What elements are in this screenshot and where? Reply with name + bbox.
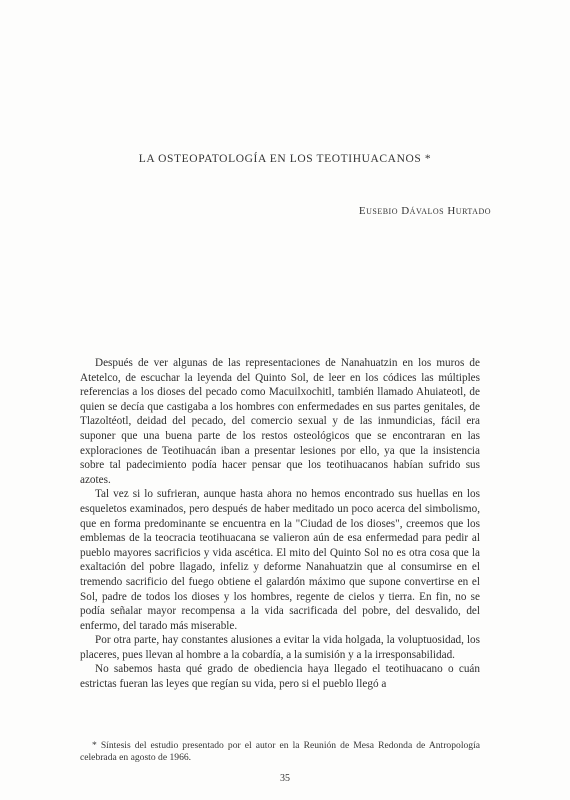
article-body [80, 356, 480, 692]
body-paragraph: Tal vez si lo sufrieran, aunque hasta ahora no hemos encontrado sus huellas en los esqueletos examinados, pero después de haber meditado un poco acerca del simbolismo, que en forma predominante se encuentra en la "Ciudad de los dioses", creemos que los emblemas de la teocracia teotihuacana se valieron aún de esa enfermedad para pedir al pueblo mayores sacrificios y vida ascética. El mito del Quinto Sol no es otra cosa que la exaltación del pobre llagado, infeliz y deforme Nanahuatzin que al consumirse en el tremendo sacrificio del fuego obtiene el galardón máximo que supone convertirse en el Sol, padre de todos los dioses y los hombres, regente de cielos y tierra. En fin, no se podía señalar mayor recompensa a la vida sacrificada del pobre, del desvalido, del enfermo, del tarado más miserable. [80, 488, 480, 632]
body-paragraph: No sabemos hasta qué grado de obediencia haya llegado el teotihuacano o cuán estrictas fueran las leyes que regían su vida, pero si el pueblo llegó a [80, 663, 480, 691]
article-title: LA OSTEOPATOLOGÍA EN LOS TEOTIHUACANOS * [138, 153, 432, 165]
page-number: 35 [280, 773, 290, 784]
article-author: Eusebio Dávalos Hurtado [358, 205, 491, 217]
footnote: * Síntesis del estudio presentado por el autor en la Reunión de Mesa Redonda de Antropología celebrada en agosto de 1966. [80, 740, 480, 764]
body-paragraph: Después de ver algunas de las representaciones de Nanahuatzin en los muros de Atetelco, de escuchar la leyenda del Quinto Sol, de leer en los códices las múltiples referencias a los dioses del pecado como Macuilxochitl, también llamado Ahuiateotl, de quien se decía que castigaba a los hombres con enfermedades en sus partes genitales, de Tlazoltéotl, deidad del pecado, del comercio sexual y de las inmundicias, fácil era suponer que una buena parte de los restos osteológicos que se encontraran en las exploraciones de Teotihuacán iban a presentar lesiones por ello, ya que la insistencia sobre tal padecimiento podía hacer pensar que los teotihuacanos habían sufrido sus azotes. [80, 357, 480, 486]
body-paragraph: Por otra parte, hay constantes alusiones a evitar la vida holgada, la voluptuosidad, los placeres, pues llevan al hombre a la cobardía, a la sumisión y a la irresponsabilidad. [80, 634, 480, 661]
